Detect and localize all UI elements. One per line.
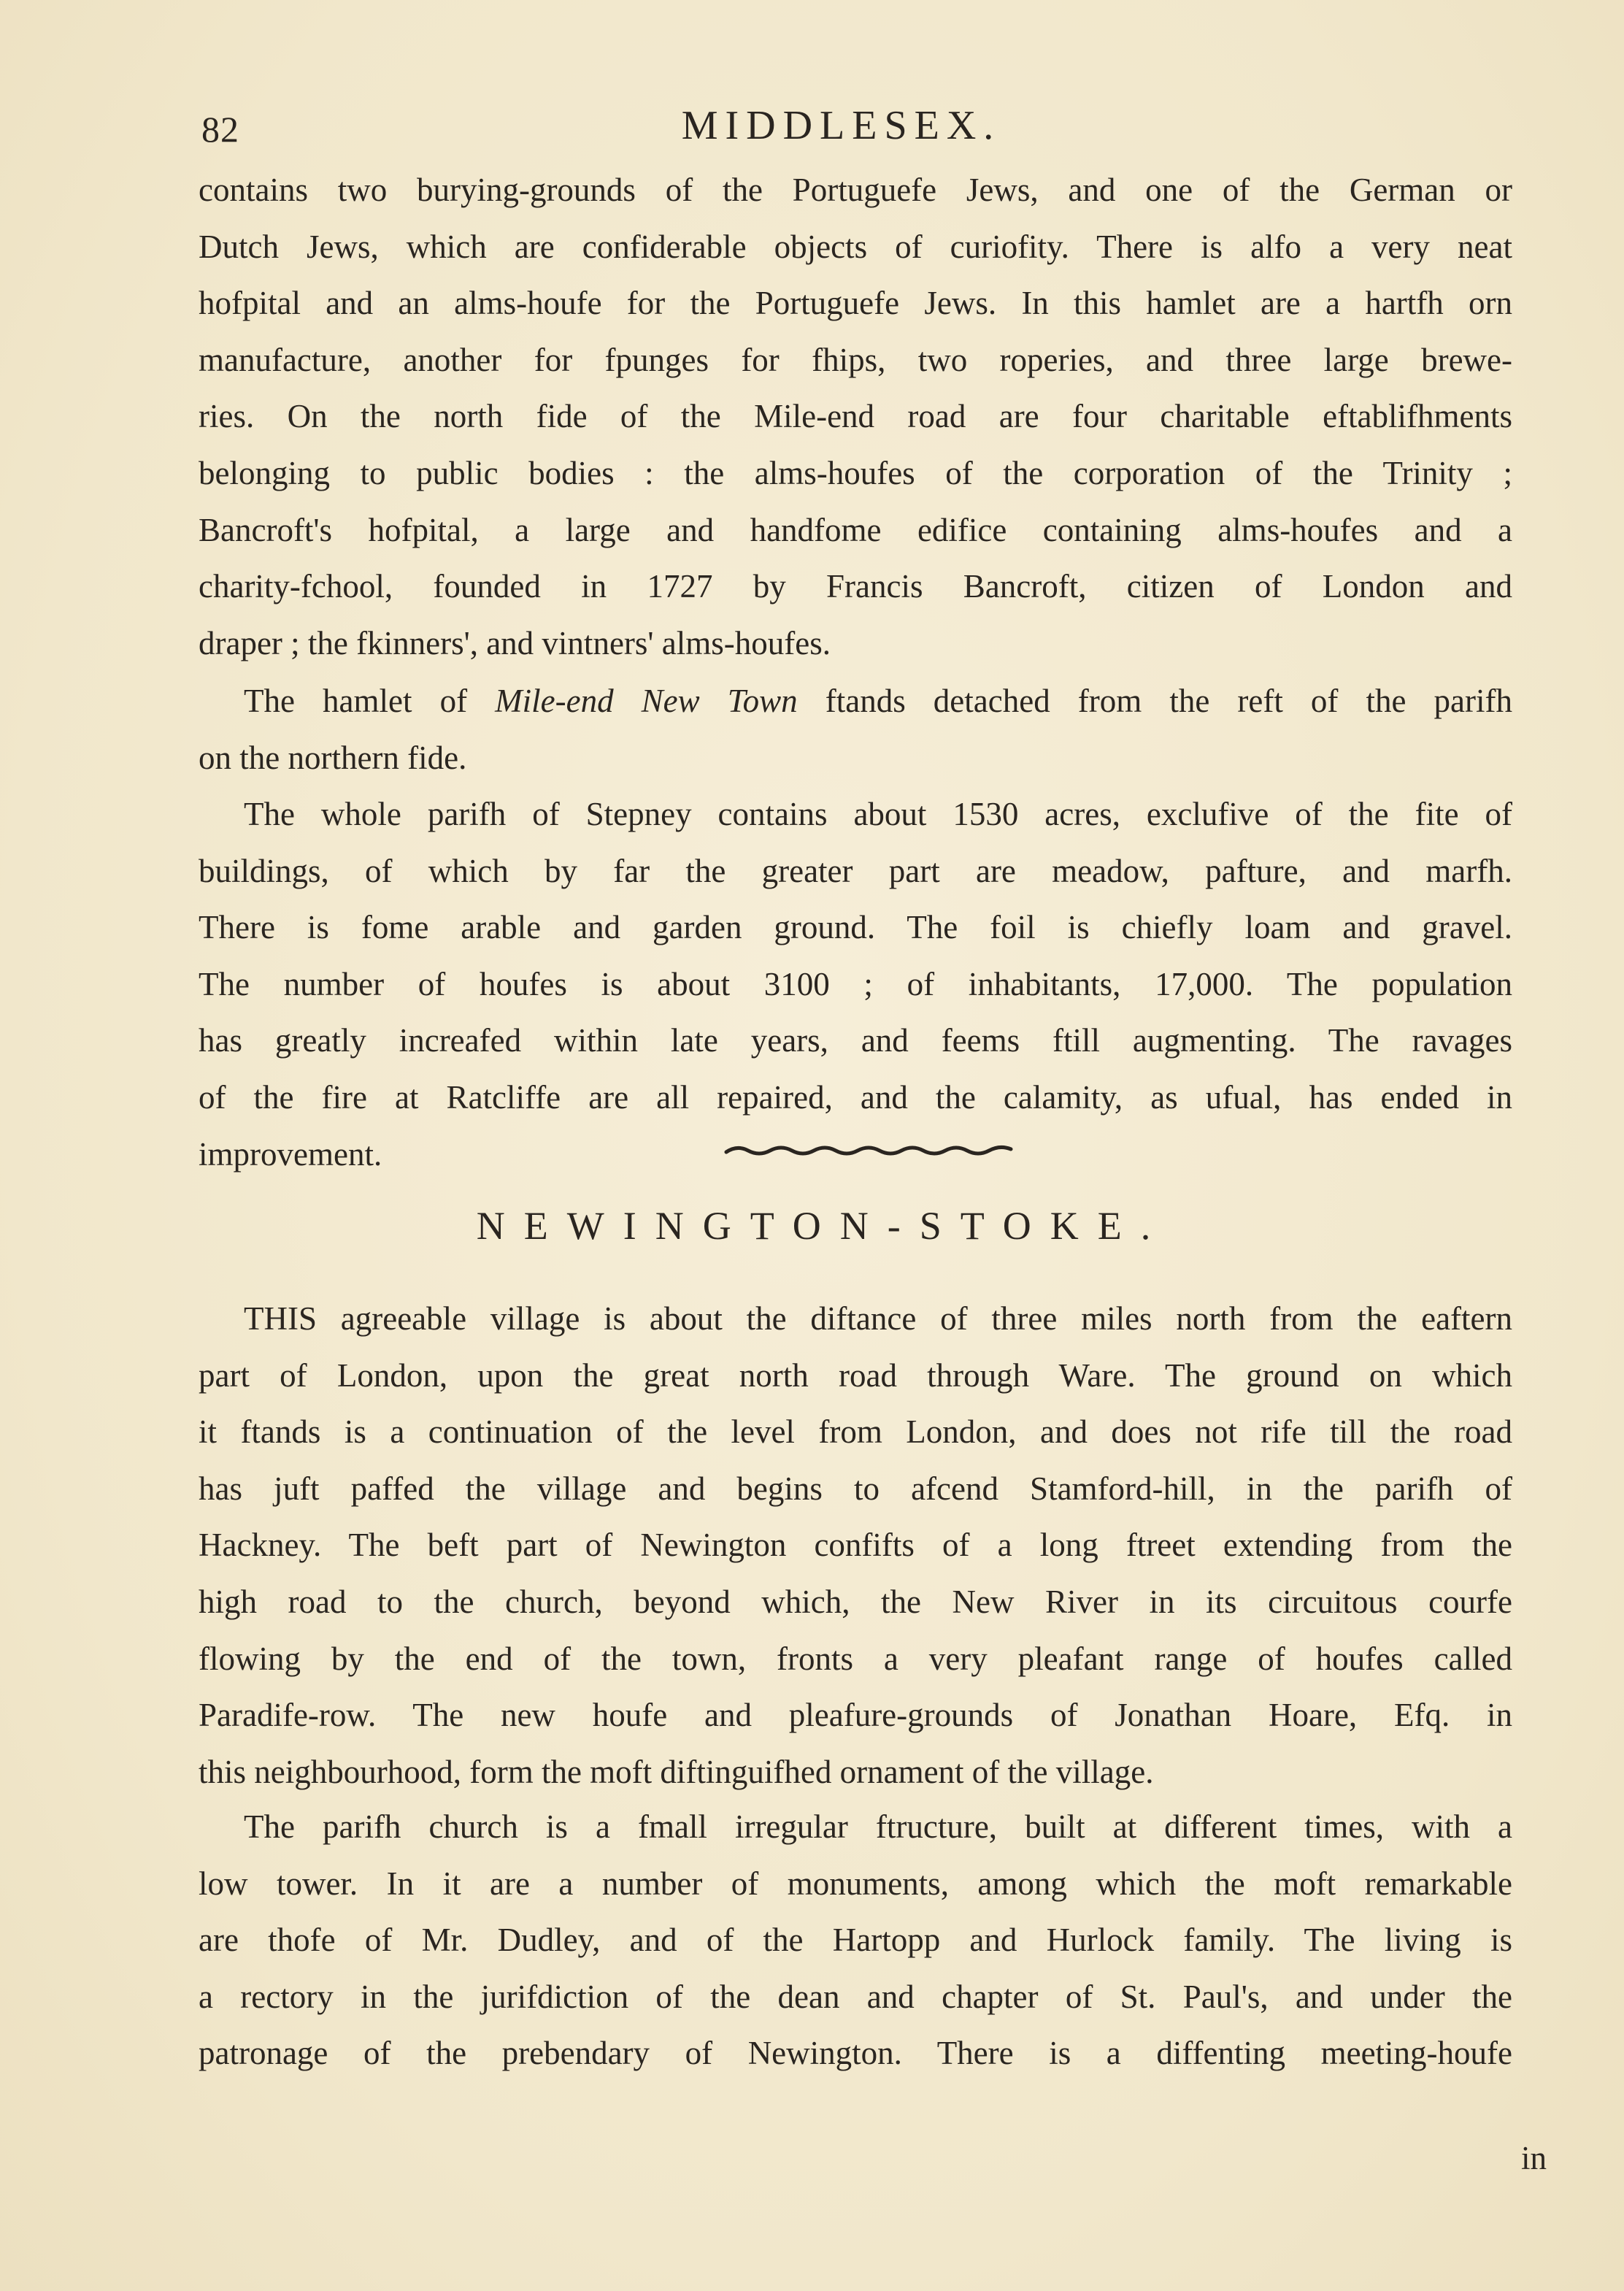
paragraph-mile-end-new-town xyxy=(199,673,1512,786)
text-line: charity-fchool, founded in 1727 by Francis Bancroft, citizen of London and xyxy=(199,568,1512,605)
text-line: are thofe of Mr. Dudley, and of the Hartopp and Hurlock family. The living is xyxy=(199,1922,1512,1959)
running-head: MIDDLESEX. xyxy=(681,103,1001,148)
text-line: part of London, upon the great north road through Ware. The ground on which xyxy=(199,1356,1512,1394)
text-line: improvement. xyxy=(199,1135,382,1173)
text-line: has greatly increafed within late years, and feems ftill augmenting. The ravages xyxy=(199,1022,1512,1059)
text-line: Hackney. The beft part of Newington confifts of a long ftreet extending from the xyxy=(199,1527,1512,1564)
page-number: 82 xyxy=(201,109,239,150)
ornament-divider xyxy=(723,1143,1015,1158)
text-line: on the northern fide. xyxy=(199,739,467,776)
text-line: buildings, of which by far the greater part are meadow, pafture, and marfh. xyxy=(199,852,1512,889)
paragraph-stepney-parish xyxy=(199,786,1512,1183)
text-line: high road to the church, beyond which, the New River in its circuitous courfe xyxy=(199,1583,1512,1620)
text-line: contains two burying-grounds of the Portuguefe Jews, and one of the German or xyxy=(199,172,1512,208)
text-segment: The hamlet of xyxy=(244,683,496,719)
paragraph-stepney-hamlets xyxy=(199,162,1512,672)
text-segment: ftands detached from the reft of the parifh xyxy=(797,683,1512,719)
text-line: The parifh church is a fmall irregular ftructure, built at different times, with a xyxy=(244,1808,1512,1845)
text-line: hofpital and an alms-houfe for the Portuguefe Jews. In this hamlet are a hartfh orn xyxy=(199,285,1512,322)
section-title: NEWINGTON-STOKE. xyxy=(476,1204,1170,1248)
text-line: belonging to public bodies : the alms-houfes of the corporation of the Trinity ; xyxy=(199,454,1512,491)
text-line: Bancroft's hofpital, a large and handfome edifice containing alms-houfes and a xyxy=(199,511,1512,548)
text-line xyxy=(199,673,1512,730)
text-line: patronage of the prebendary of Newington. There is a diffenting meeting-houfe xyxy=(199,2035,1512,2072)
text-line: THIS agreeable village is about the diftance of three miles north from the eaftern xyxy=(244,1300,1512,1337)
italic-place-name: Mile-end New Town xyxy=(495,683,798,719)
paragraph-newington-village xyxy=(199,1291,1512,1800)
text-line: draper ; the fkinners', and vintners' alms-houfes. xyxy=(199,624,831,661)
text-line: The whole parifh of Stepney contains about 1530 acres, exclufive of the fite of xyxy=(244,796,1512,832)
text-line: it ftands is a continuation of the level from London, and does not rife till the road xyxy=(199,1413,1512,1451)
text-line: ries. On the north fide of the Mile-end road are four charitable eftablifhments xyxy=(199,398,1512,435)
paragraph-parish-church xyxy=(199,1799,1512,2082)
text-line: of the fire at Ratcliffe are all repaired, and the calamity, as ufual, has ended in xyxy=(199,1078,1512,1116)
text-line: The number of houfes is about 3100 ; of inhabitants, 17,000. The population xyxy=(199,965,1512,1002)
text-line: this neighbourhood, form the moft diftinguifhed ornament of the village. xyxy=(199,1753,1154,1790)
text-line: has juft paffed the village and begins to afcend Stamford-hill, in the parifh of xyxy=(199,1470,1512,1507)
text-line: Dutch Jews, which are confiderable objects of curiofity. There is alfo a very neat xyxy=(199,228,1512,265)
text-line: a rectory in the jurifdiction of the dean and chapter of St. Paul's, and under the xyxy=(199,1978,1512,2015)
text-line: flowing by the end of the town, fronts a very pleafant range of houfes called xyxy=(199,1640,1512,1677)
text-line: There is fome arable and garden ground. The foil is chiefly loam and gravel. xyxy=(199,909,1512,946)
catchword: in xyxy=(1521,2140,1547,2176)
text-line: Paradife-row. The new houfe and pleafure-grounds of Jonathan Hoare, Efq. in xyxy=(199,1697,1512,1734)
text-line: low tower. In it are a number of monuments, among which the moft remarkable xyxy=(199,1865,1512,1902)
text-line: manufacture, another for fpunges for fhips, two roperies, and three large brewe- xyxy=(199,341,1512,378)
